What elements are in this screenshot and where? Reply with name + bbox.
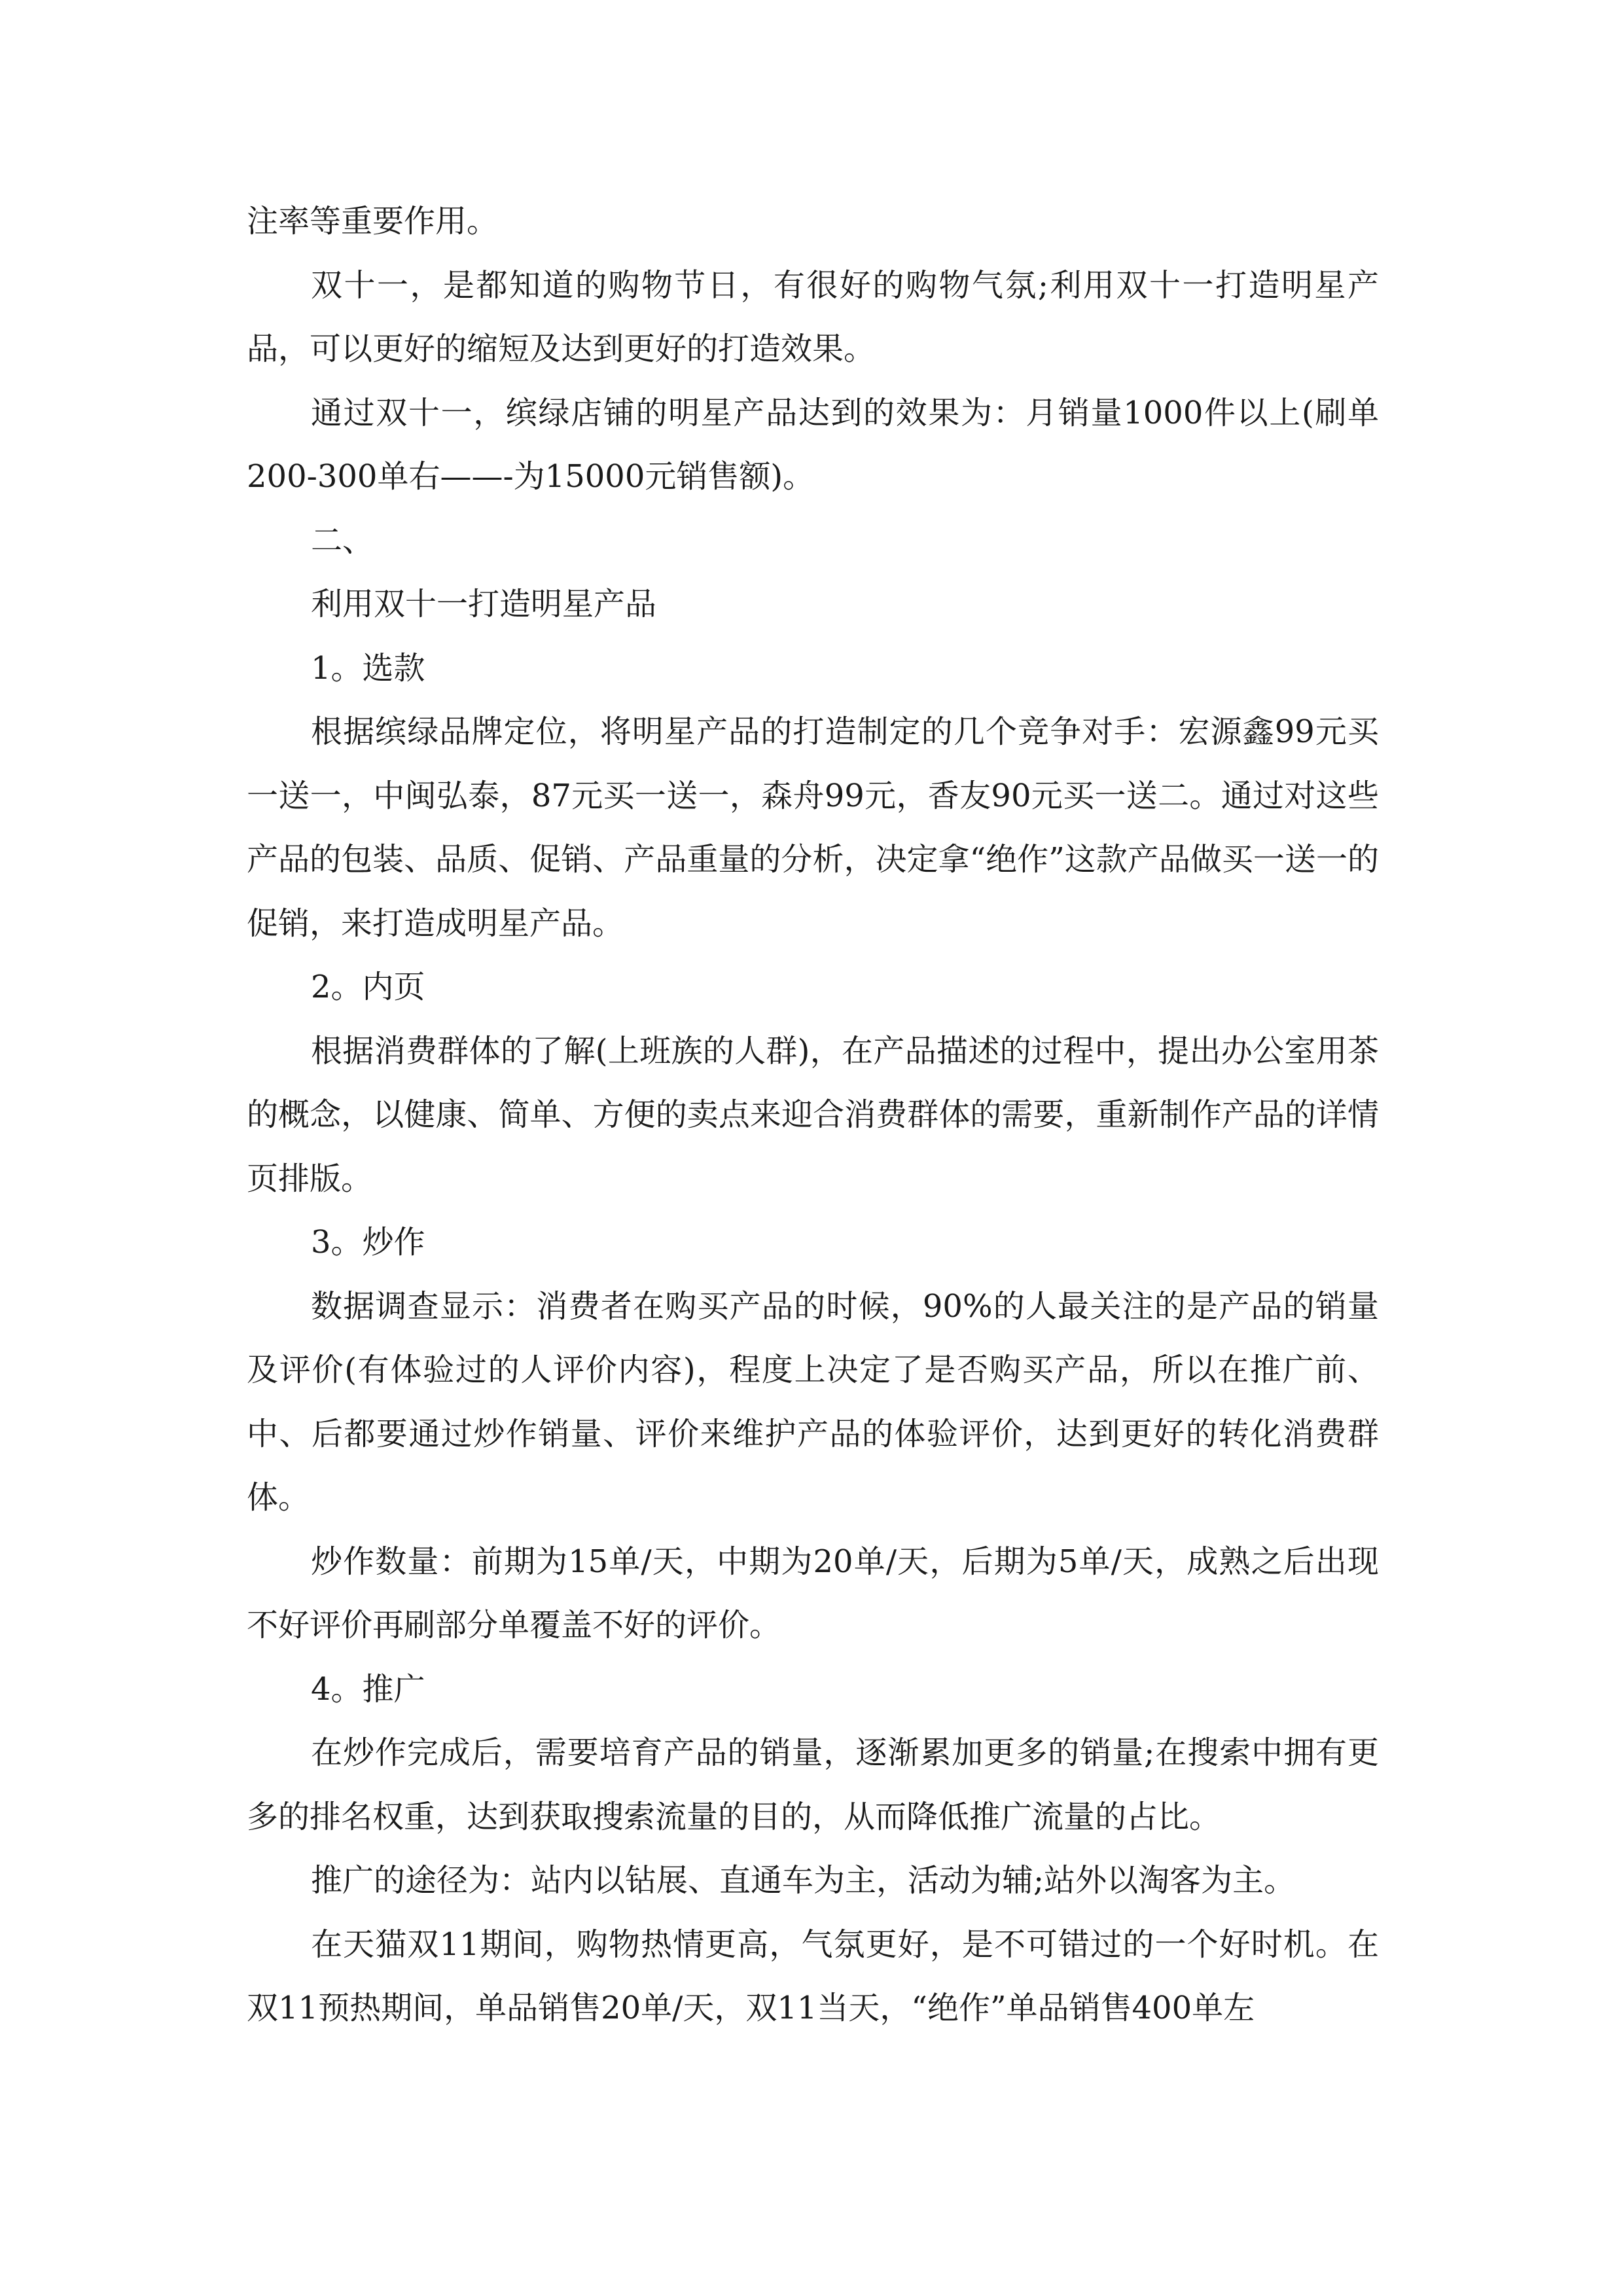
section-two-number: 二、 [311,522,374,559]
heading-promotion: 4。推广 [311,1670,425,1708]
paragraph-hype-quantity: 炒作数量：前期为15单/天，中期为20单/天，后期为5单/天，成熟之后出现不好评价再刷部分单覆盖不好的评价。 [247,1543,1379,1643]
paragraph-promotion-channels: 推广的途径为：站内以钻展、直通车为主，活动为辅;站外以淘客为主。 [311,1862,1296,1899]
paragraph-continuation: 注率等重要作用。 [247,203,499,240]
paragraph-tmall: 在天猫双11期间，购物热情更高，气氛更好，是不可错过的一个好时机。在双11预热期间，单品销售20单/天，双11当天，“绝作”单品销售400单左 [247,1926,1379,2026]
section-two-title: 利用双十一打造明星产品 [311,586,657,622]
document-body [247,190,1379,2041]
paragraph-selection: 根据缤绿品牌定位，将明星产品的打造制定的几个竞争对手：宏源鑫99元买一送一，中闽弘泰，87元买一送一，森舟99元，香友90元买一送二。通过对这些产品的包装、品质、促销、产品重量的分析，决定拿“绝作”这款产品做买一送一的促销，来打造成明星产品。 [247,713,1379,942]
paragraph-promotion: 在炒作完成后，需要培育产品的销量，逐渐累加更多的销量;在搜索中拥有更多的排名权重，达到获取搜索流量的目的，从而降低推广流量的占比。 [247,1734,1379,1835]
paragraph-hype: 数据调查显示：消费者在购买产品的时候，90%的人最关注的是产品的销量及评价(有体验过的人评价内容)，程度上决定了是否购买产品，所以在推广前、中、后都要通过炒作销量、评价来维护产品的体验评价，达到更好的转化消费群体。 [247,1287,1379,1516]
paragraph-inner-page: 根据消费群体的了解(上班族的人群)，在产品描述的过程中，提出办公室用茶的概念，以健康、简单、方便的卖点来迎合消费群体的需要，重新制作产品的详情页排版。 [247,1032,1379,1197]
paragraph-effect: 通过双十一，缤绿店铺的明星产品达到的效果为：月销量1000件以上(刷单200-300单右——-为15000元销售额)。 [247,394,1379,495]
heading-hype: 3。炒作 [311,1224,425,1261]
heading-inner-page: 2。内页 [311,969,425,1005]
paragraph-double11-intro: 双十一，是都知道的购物节日，有很好的购物气氛;利用双十一打造明星产品，可以更好的缩短及达到更好的打造效果。 [247,266,1379,367]
heading-selection: 1。选款 [311,649,425,687]
